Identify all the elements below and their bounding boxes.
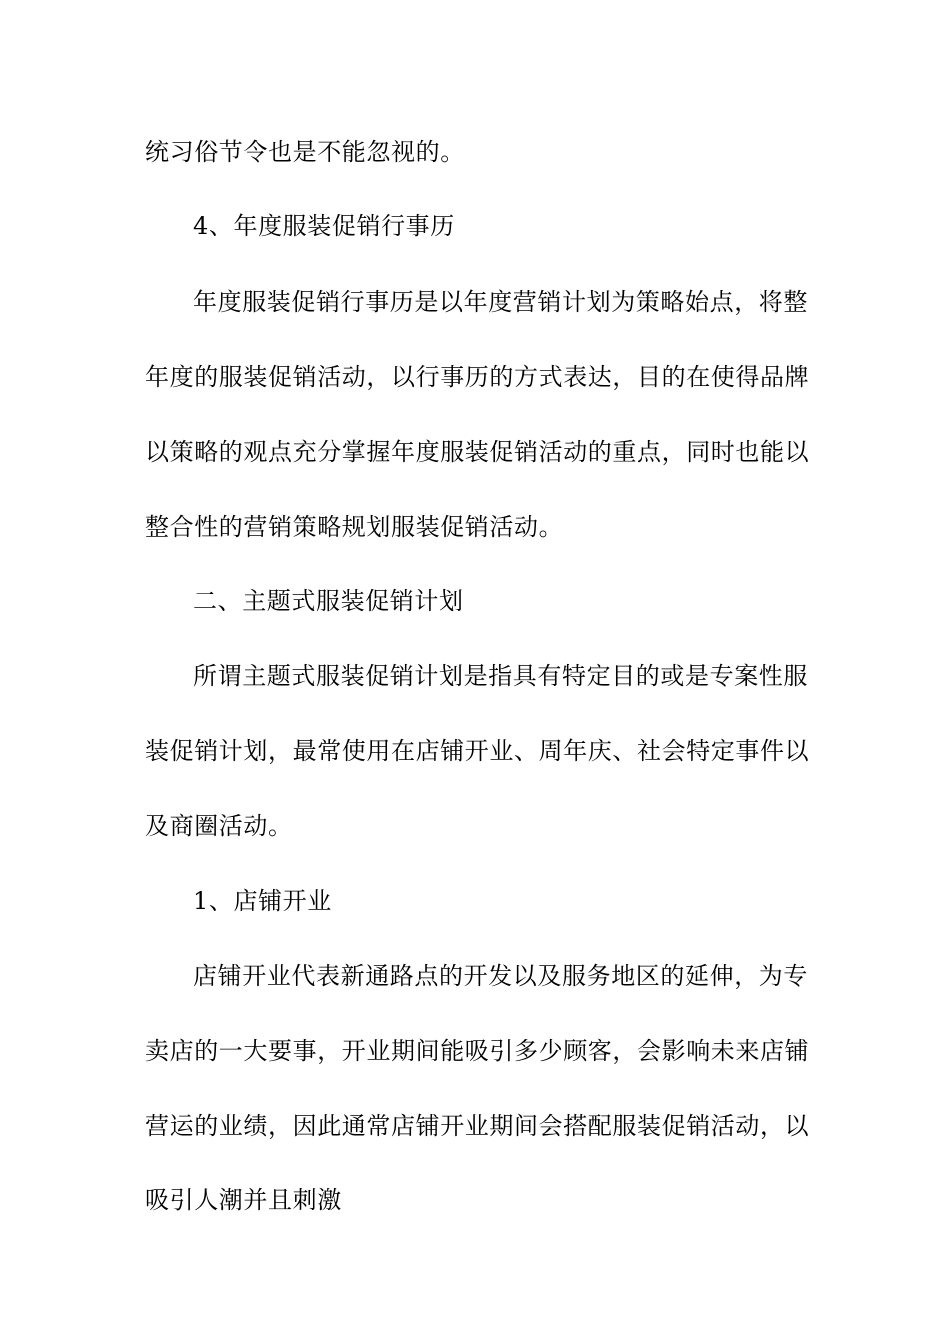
paragraph-line: 年度的服装促销活动，以行事历的方式表达，目的在使得品牌 (145, 363, 810, 391)
paragraph-line: 吸引人潮并且刺激 (145, 1186, 342, 1214)
paragraph-line: 年度服装促销行事历是以年度营销计划为策略始点，将整 (193, 288, 808, 316)
paragraph-line: 卖店的一大要事，开业期间能吸引多少顾客，会影响未来店铺 (145, 1037, 810, 1065)
paragraph-line: 所谓主题式服装促销计划是指具有特定目的或是专案性服 (193, 662, 808, 690)
section-heading: 4、年度服装促销行事历 (193, 212, 455, 240)
paragraph-line: 及商圈活动。 (145, 812, 293, 840)
paragraph-line: 整合性的营销策略规划服装促销活动。 (145, 513, 564, 541)
paragraph-line: 以策略的观点充分掌握年度服装促销活动的重点，同时也能以 (145, 438, 810, 466)
section-heading: 二、主题式服装促销计划 (193, 587, 464, 615)
section-heading: 1、店铺开业 (193, 887, 332, 915)
paragraph-line: 营运的业绩，因此通常店铺开业期间会搭配服装促销活动，以 (145, 1112, 810, 1140)
paragraph-line: 店铺开业代表新通路点的开发以及服务地区的延伸，为专 (193, 962, 808, 990)
text-line: 统习俗节令也是不能忽视的。 (145, 138, 465, 166)
paragraph-line: 装促销计划，最常使用在店铺开业、周年庆、社会特定事件以 (145, 737, 810, 765)
